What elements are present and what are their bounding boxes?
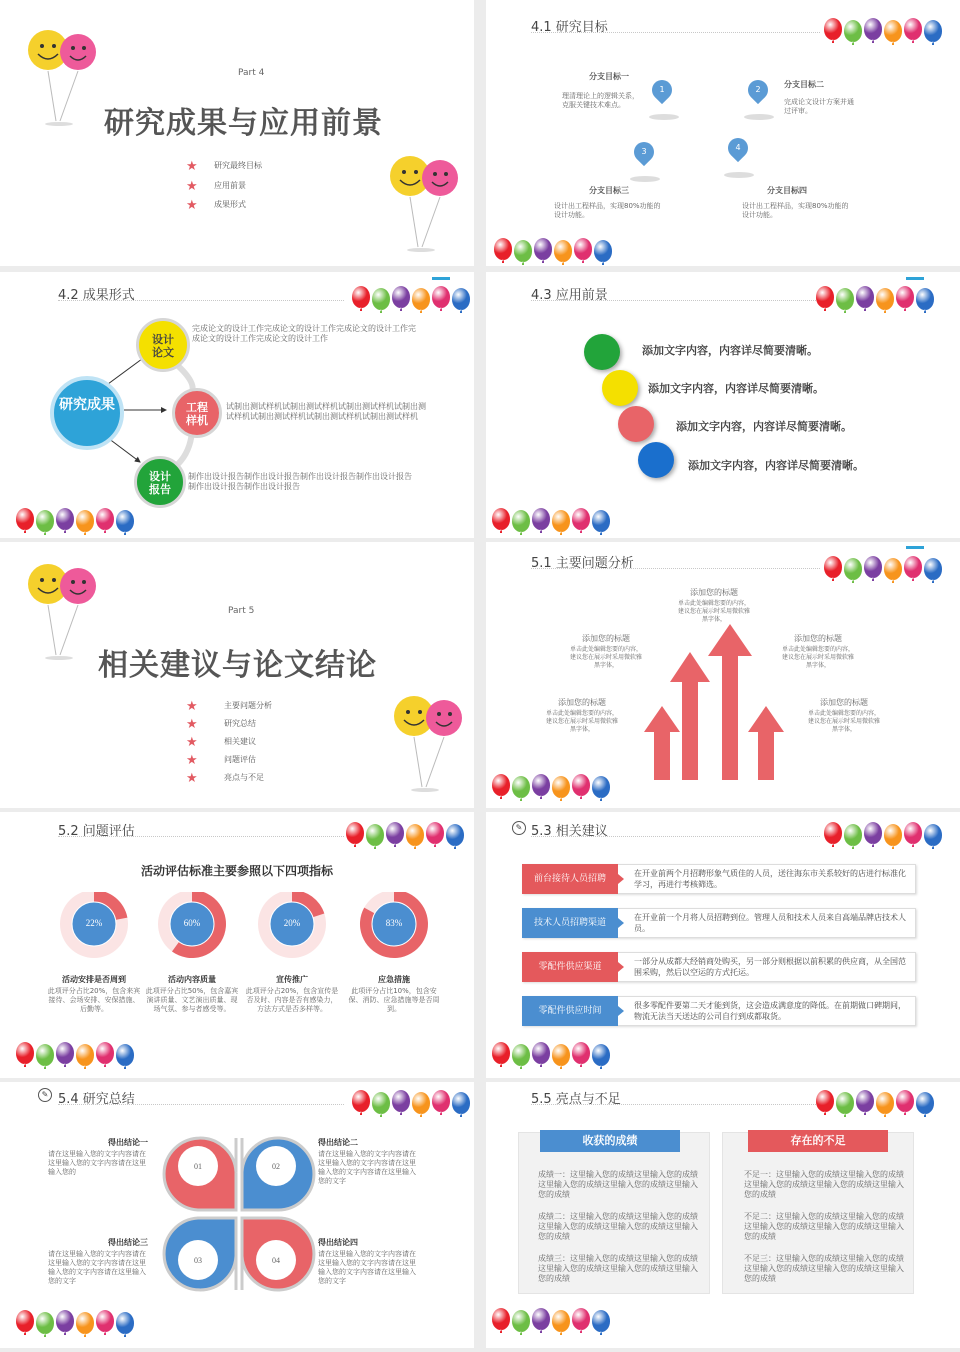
gauge-percent: 60% (183, 918, 201, 928)
balloon-icon (816, 1090, 834, 1112)
arrow-tip-icon (618, 874, 624, 884)
conclusion-title: 得出结论二 (318, 1138, 358, 1147)
part-label: Part 4 (238, 68, 265, 78)
smiley-balloons-icon (388, 152, 468, 252)
balloon-icon (452, 1092, 470, 1114)
balloon-icon (16, 508, 34, 530)
balloon-icon (492, 508, 510, 530)
quadrant-petals (158, 1134, 318, 1294)
suggestion-text: 一部分从成都大经销商处购买，另一部分则根据以前积累的供应商，从全国范围采购，然后以空运的方式托运。 (634, 957, 906, 977)
shortcoming-item: 不足三：这里输入您的成绩这里输入您的成绩这里输入您的成绩这里输入您的成绩这里输入您的成绩 (744, 1254, 904, 1283)
metric-desc: 此项评分占比50%，包含嘉宾演讲质量、文艺演出质量、现场气氛、参与者感受等。 (145, 987, 239, 1013)
star-icon: ★ (186, 198, 198, 213)
prospect-text: 添加文字内容，内容详尽简要清晰。 (688, 459, 864, 472)
header-divider (531, 1104, 820, 1105)
pencil-icon: ✎ (512, 821, 526, 835)
balloon-icon (386, 822, 404, 844)
bullet-circle-yellow (602, 370, 638, 406)
map-pin-icon: 2 (744, 76, 772, 104)
balloon-icon (924, 20, 942, 42)
balloon-icon (56, 508, 74, 530)
balloon-icon (512, 510, 530, 532)
bullet-circle-blue (638, 442, 674, 478)
balloon-icon (876, 288, 894, 310)
balloon-icon (412, 1092, 430, 1114)
slide-research-summary[interactable] (0, 1082, 474, 1348)
metric-desc: 此项评分占20%，包含宣传是否及时、内容是否有感染力，方法方式是否多样等。 (245, 987, 339, 1013)
balloon-icon (36, 510, 54, 532)
arrow-tip-icon (618, 962, 624, 972)
balloon-icon (592, 1044, 610, 1066)
balloon-icon (572, 1042, 590, 1064)
header-divider (58, 1104, 344, 1105)
balloon-icon (552, 1044, 570, 1066)
balloon-icon (884, 558, 902, 580)
slide-header: 5.2 问题评估 (58, 824, 135, 839)
balloon-icon (366, 824, 384, 846)
gauge-percent: 20% (283, 918, 301, 928)
balloon-icon (494, 238, 512, 260)
conclusion-title: 得出结论三 (108, 1238, 148, 1247)
balloon-icon (512, 776, 530, 798)
balloons-decoration-icon (492, 508, 622, 538)
slide-research-goals[interactable] (486, 0, 960, 266)
label-title: 添加您的标题 (794, 634, 842, 643)
header-divider (531, 836, 820, 837)
balloon-icon (432, 1090, 450, 1112)
gauge-chart (352, 892, 442, 964)
map-pin-icon: 1 (648, 76, 676, 104)
slide-problem-evaluation[interactable] (0, 812, 474, 1078)
balloon-icon (552, 776, 570, 798)
balloon-icon (76, 1312, 94, 1334)
balloons-decoration-icon (824, 18, 954, 48)
node-report: 设计报告 (134, 456, 186, 508)
balloon-icon (116, 1044, 134, 1066)
slide-header: 4.1 研究目标 (531, 20, 608, 35)
slide-output-forms[interactable] (0, 272, 474, 538)
part-label: Part 5 (228, 606, 255, 616)
conclusion-desc: 请在这里输入您的文字内容请在这里输入您的文字内容请在这里输入您的文字内容请在这里输入您的文字 (48, 1250, 146, 1285)
up-arrows-icon (636, 622, 786, 782)
label-title: 添加您的标题 (820, 698, 868, 707)
balloon-icon (372, 1092, 390, 1114)
balloons-decoration-icon (824, 822, 954, 852)
suggestion-text: 很多零配件要第二天才能到货，这会造成满意度的降低。在前期做口碑期间，物流无法当天送达的公司自行到成都取货。 (634, 1001, 906, 1021)
balloons-decoration-icon (346, 822, 474, 852)
accent-bar (906, 546, 924, 549)
goal-desc: 理清理论上的逻辑关系，克服关键技术难点。 (562, 92, 639, 109)
prospect-text: 添加文字内容，内容详尽简要清晰。 (648, 382, 824, 395)
balloon-icon (36, 1044, 54, 1066)
label-desc: 单击此处编辑您要的内容，建议您在展示时采用微软雅黑字体， (545, 710, 618, 733)
shortcoming-item: 不足一：这里输入您的成绩这里输入您的成绩这里输入您的成绩这里输入您的成绩这里输入您的成绩 (744, 1170, 904, 1199)
balloon-icon (904, 556, 922, 578)
star-icon: ★ (186, 753, 198, 768)
balloon-icon (864, 556, 882, 578)
goal-desc: 设计出工程样品，实现80%功能的设计功能。 (742, 202, 849, 219)
metric-name: 宣传推广 (276, 975, 308, 984)
pin-shadow (724, 172, 754, 178)
goal-title: 分支目标三 (589, 186, 629, 195)
balloon-icon (392, 1090, 410, 1112)
star-icon: ★ (186, 159, 198, 174)
pin-shadow (744, 114, 774, 120)
goal-title: 分支目标四 (767, 186, 807, 195)
balloons-decoration-icon (16, 1310, 146, 1340)
balloon-icon (492, 1042, 510, 1064)
balloon-icon (512, 1044, 530, 1066)
slide-header: 5.4 研究总结 (58, 1092, 135, 1107)
balloon-icon (864, 822, 882, 844)
balloon-icon (844, 824, 862, 846)
agenda-item[interactable]: 研究最终目标 (214, 161, 262, 170)
goal-title: 分支目标一 (589, 72, 629, 81)
slide-header: 4.3 应用前景 (531, 288, 608, 303)
header-divider (531, 568, 820, 569)
slide-part4-cover[interactable] (0, 0, 474, 266)
balloon-icon (904, 18, 922, 40)
suggestion-label[interactable]: 技术人员招聘渠道 (522, 908, 618, 938)
slide-header: 5.3 相关建议 (531, 824, 608, 839)
label-title: 添加您的标题 (558, 698, 606, 707)
metric-desc: 此项评分占比20%，包含来宾接待、会场安排、安保措施、后勤等。 (47, 987, 141, 1013)
conclusion-desc: 请在这里输入您的文字内容请在这里输入您的文字内容请在这里输入您的文字内容请在这里输入您的文字 (318, 1250, 416, 1285)
header-divider (531, 300, 820, 301)
balloon-icon (876, 1092, 894, 1114)
header-divider (531, 32, 820, 33)
balloon-icon (824, 822, 842, 844)
balloons-decoration-icon (824, 556, 954, 586)
agenda-item[interactable]: 应用前景 (214, 181, 246, 190)
balloon-icon (574, 238, 592, 260)
slide-header: 5.5 亮点与不足 (531, 1092, 621, 1107)
balloon-icon (856, 1090, 874, 1112)
balloon-icon (592, 776, 610, 798)
map-pin-icon: 4 (724, 134, 752, 162)
balloon-icon (816, 286, 834, 308)
star-icon: ★ (186, 735, 198, 750)
arrow-tip-icon (618, 918, 624, 928)
balloons-decoration-icon (16, 508, 146, 538)
balloon-icon (96, 1042, 114, 1064)
smiley-balloons-icon (26, 560, 106, 660)
suggestion-label[interactable]: 零配件供应渠道 (522, 952, 618, 982)
balloon-icon (552, 1310, 570, 1332)
pencil-icon: ✎ (38, 1088, 52, 1102)
metric-name: 活动内容质量 (168, 975, 216, 984)
balloon-icon (864, 18, 882, 40)
quadrant-number: 03 (194, 1256, 202, 1265)
prospect-text: 添加文字内容，内容详尽简要清晰。 (676, 420, 852, 433)
goal-title: 分支目标二 (784, 80, 824, 89)
gauge-percent: 83% (385, 918, 403, 928)
balloon-icon (924, 824, 942, 846)
label-desc: 单击此处编辑您要的内容，建议您在展示时采用微软雅黑字体， (569, 646, 642, 669)
label-title: 添加您的标题 (582, 634, 630, 643)
balloon-icon (924, 558, 942, 580)
achievement-item: 成绩一：这里输入您的成绩这里输入您的成绩这里输入您的成绩这里输入您的成绩这里输入您的成绩 (538, 1170, 698, 1199)
slide-part5-cover[interactable] (0, 542, 474, 808)
star-icon: ★ (186, 717, 198, 732)
balloon-icon (594, 240, 612, 262)
node-desc: 制作出设计报告制作出设计报告制作出设计报告制作出设计报告制作出设计报告制作出设计报告 (188, 472, 412, 491)
balloon-icon (844, 20, 862, 42)
evaluation-subtitle: 活动评估标准主要参照以下四项指标 (140, 864, 333, 878)
slide-highlights-shortcomings[interactable] (486, 1082, 960, 1348)
balloons-decoration-icon (816, 1090, 946, 1120)
bullet-circle-green (584, 334, 620, 370)
slide-header: 4.2 成果形式 (58, 288, 135, 303)
smiley-balloons-icon (26, 26, 106, 126)
conclusion-title: 得出结论四 (318, 1238, 358, 1247)
balloon-icon (534, 238, 552, 260)
balloon-icon (96, 508, 114, 530)
balloons-decoration-icon (816, 286, 946, 316)
gauge-chart (250, 892, 340, 964)
balloon-icon (824, 556, 842, 578)
node-prototype: 工程样机 (172, 388, 222, 438)
balloon-icon (836, 288, 854, 310)
suggestion-text: 在开业前一个月将人员招聘到位。管理人员和技术人员来自高端品牌店技术人员。 (634, 913, 906, 933)
balloons-decoration-icon (492, 774, 622, 804)
arrow-tip-icon (618, 1006, 624, 1016)
label-desc: 单击此处编辑您要的内容，建议您在展示时采用微软雅黑字体， (677, 600, 750, 623)
balloons-decoration-icon (352, 1090, 474, 1120)
center-circle: 研究成果 (50, 376, 124, 450)
balloon-icon (56, 1042, 74, 1064)
balloon-icon (532, 508, 550, 530)
balloon-icon (36, 1312, 54, 1334)
suggestion-label[interactable]: 零配件供应时间 (522, 996, 618, 1026)
suggestion-text: 在开业前两个月招聘形象气质佳的人员，送往海东市关系较好的店进行标准化学习，再进行考核筛选。 (634, 869, 906, 889)
agenda-item[interactable]: 成果形式 (214, 200, 246, 209)
balloon-icon (572, 774, 590, 796)
balloon-icon (16, 1310, 34, 1332)
conclusion-desc: 请在这里输入您的文字内容请在这里输入您的文字内容请在这里输入您的 (48, 1150, 146, 1176)
quadrant-number: 04 (272, 1256, 280, 1265)
balloon-icon (426, 822, 444, 844)
gauge-chart (150, 892, 240, 964)
star-icon: ★ (186, 699, 198, 714)
bullet-circle-red (618, 406, 654, 442)
balloon-icon (346, 822, 364, 844)
balloon-icon (884, 824, 902, 846)
metric-name: 应急措施 (378, 975, 410, 984)
balloon-icon (896, 286, 914, 308)
balloons-decoration-icon (492, 1042, 622, 1072)
section-title: 研究成果与应用前景 (104, 106, 383, 141)
gauge-percent: 22% (85, 918, 103, 928)
slide-application-prospects[interactable] (486, 272, 960, 538)
balloon-icon (824, 18, 842, 40)
agenda-item[interactable]: 相关建议 (224, 737, 256, 746)
balloon-icon (856, 286, 874, 308)
goal-desc: 完成论文设计方案并通过评审。 (784, 98, 854, 115)
quadrant-number: 01 (194, 1162, 202, 1171)
balloon-icon (836, 1092, 854, 1114)
map-pin-icon: 3 (630, 138, 658, 166)
balloon-icon (916, 1092, 934, 1114)
pin-shadow (649, 114, 679, 120)
node-desc: 试制出测试样机试制出测试样机试制出测试样机试制出测试样机试制出测试样机试制出测试样机试制出测试样机 (226, 402, 426, 421)
balloon-icon (96, 1310, 114, 1332)
balloon-icon (76, 510, 94, 532)
balloon-icon (532, 1042, 550, 1064)
balloon-icon (492, 1308, 510, 1330)
slide-header: 5.1 主要问题分析 (531, 556, 634, 571)
star-icon: ★ (186, 179, 198, 194)
agenda-item[interactable]: 研究总结 (224, 719, 256, 728)
quadrant-number: 02 (272, 1162, 280, 1171)
label-title: 添加您的标题 (690, 588, 738, 597)
balloon-icon (884, 20, 902, 42)
metric-name: 活动安排是否周到 (62, 975, 126, 984)
conclusion-desc: 请在这里输入您的文字内容请在这里输入您的文字内容请在这里输入您的文字内容请在这里输入您的文字 (318, 1150, 416, 1185)
balloon-icon (572, 1308, 590, 1330)
shortcoming-item: 不足二：这里输入您的成绩这里输入您的成绩这里输入您的成绩这里输入您的成绩这里输入您的成绩 (744, 1212, 904, 1241)
balloon-icon (514, 240, 532, 262)
conclusion-title: 得出结论一 (108, 1138, 148, 1147)
star-icon: ★ (186, 771, 198, 786)
balloon-icon (904, 822, 922, 844)
balloon-icon (76, 1044, 94, 1066)
shortcomings-banner: 存在的不足 (748, 1130, 888, 1152)
balloon-icon (352, 1090, 370, 1112)
header-divider (58, 836, 344, 837)
balloon-icon (116, 1312, 134, 1334)
balloons-decoration-icon (492, 1308, 622, 1338)
achievement-item: 成绩二：这里输入您的成绩这里输入您的成绩这里输入您的成绩这里输入您的成绩这里输入您的成绩 (538, 1212, 698, 1241)
slide-suggestions[interactable] (486, 812, 960, 1078)
gauge-chart (52, 892, 142, 964)
balloons-decoration-icon (16, 1042, 146, 1072)
balloon-icon (56, 1310, 74, 1332)
accent-bar (906, 277, 924, 280)
balloon-icon (406, 824, 424, 846)
balloons-decoration-icon (494, 238, 624, 266)
achievement-item: 成绩三：这里输入您的成绩这里输入您的成绩这里输入您的成绩这里输入您的成绩这里输入您的成绩 (538, 1254, 698, 1283)
balloon-icon (916, 288, 934, 310)
balloon-icon (554, 240, 572, 262)
balloon-icon (896, 1090, 914, 1112)
achievements-banner: 收获的成绩 (540, 1130, 680, 1152)
balloon-icon (572, 508, 590, 530)
smiley-balloons-icon (392, 692, 472, 792)
balloon-icon (844, 558, 862, 580)
balloon-icon (592, 510, 610, 532)
balloon-icon (16, 1042, 34, 1064)
balloon-icon (512, 1310, 530, 1332)
balloon-icon (552, 510, 570, 532)
balloon-icon (446, 824, 464, 846)
label-desc: 单击此处编辑您要的内容，建议您在展示时采用微软雅黑字体， (781, 646, 854, 669)
balloon-icon (532, 774, 550, 796)
pin-shadow (630, 176, 660, 182)
prospect-text: 添加文字内容，内容详尽简要清晰。 (642, 344, 818, 357)
section-title: 相关建议与论文结论 (98, 648, 377, 683)
metric-desc: 此项评分占比10%，包含安保、消防、应急措施等是否周到。 (348, 987, 440, 1013)
agenda-item[interactable]: 亮点与不足 (224, 773, 264, 782)
agenda-item[interactable]: 主要问题分析 (224, 701, 272, 710)
node-desc: 完成论文的设计工作完成论文的设计工作完成论文的设计工作完成论文的设计工作完成论文的设计工作 (192, 324, 416, 343)
label-desc: 单击此处编辑您要的内容，建议您在展示时采用微软雅黑字体， (807, 710, 880, 733)
suggestion-label[interactable]: 前台接待人员招聘 (522, 864, 618, 894)
balloon-icon (532, 1308, 550, 1330)
balloon-icon (116, 510, 134, 532)
balloon-icon (592, 1310, 610, 1332)
agenda-item[interactable]: 问题评估 (224, 755, 256, 764)
slide-problem-analysis[interactable] (486, 542, 960, 808)
node-design-paper: 设计论文 (136, 318, 190, 372)
goal-desc: 设计出工程样品，实现80%功能的设计功能。 (554, 202, 661, 219)
balloon-icon (492, 774, 510, 796)
